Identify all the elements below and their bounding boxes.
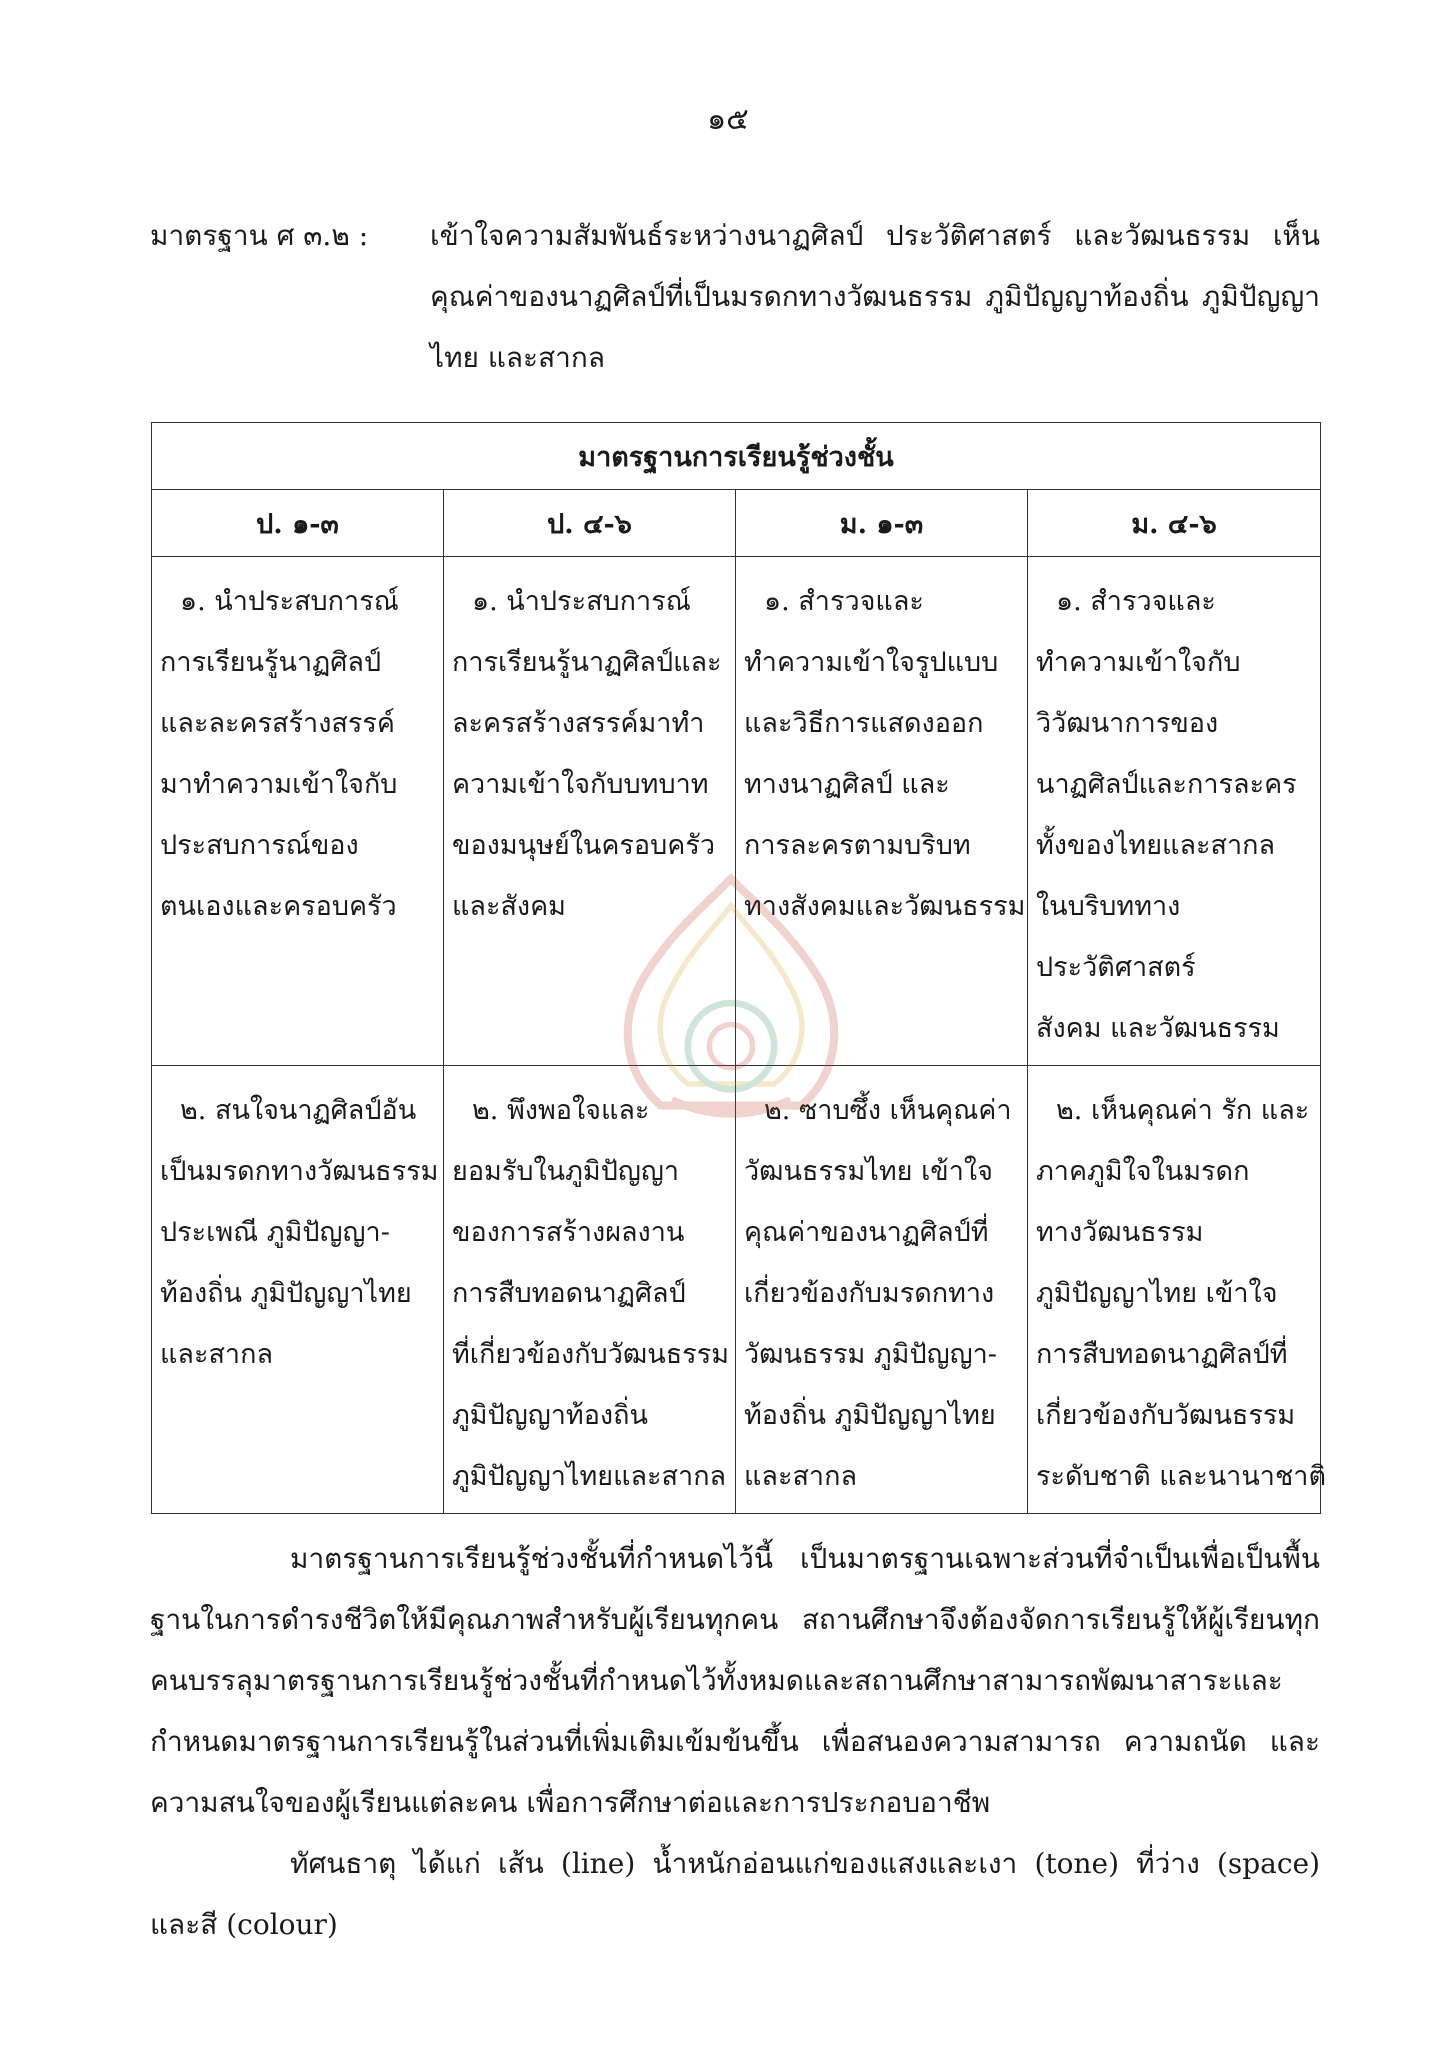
cell-line: การละครตามบริบท [744,830,971,861]
table-cell [152,557,444,1066]
cell-line: ท้องถิ่น ภูมิปัญญาไทย [160,1278,412,1309]
cell-line: ความเข้าใจกับบทบาท [452,769,709,800]
cell-line: ตนเองและครอบครัว [160,891,397,922]
cell-line: การสืบทอดนาฏศิลป์ที่ [1036,1339,1288,1370]
table-cell [736,1066,1028,1514]
cell-line: ที่เกี่ยวข้องกับวัฒนธรรม [452,1339,729,1370]
cell-line: ทางสังคมและวัฒนธรรม [744,891,1026,922]
cell-line: มาทำความเข้าใจกับ [160,769,398,800]
cell-line: ภูมิปัญญาไทย เข้าใจ [1036,1278,1278,1309]
table-cell [736,557,1028,1066]
table-cell [1028,1066,1326,1514]
standard-code: มาตรฐาน ศ ๓.๒ : [150,219,369,252]
table-cell [152,1066,444,1514]
cell-line: ๑. นำประสบการณ์ [472,586,691,617]
cell-line: ๑. สำรวจและ [764,586,924,617]
cell-line: ประสบการณ์ของ [160,830,359,861]
table-title: มาตรฐานการเรียนรู้ช่วงชั้น [152,423,1321,490]
cell-line: ทางวัฒนธรรม [1036,1217,1204,1248]
cell-line: การเรียนรู้นาฏศิลป์และ [452,647,722,678]
cell-line: เป็นมรดกทางวัฒนธรรม [160,1156,439,1187]
cell-line: ภูมิปัญญาท้องถิ่น [452,1400,648,1431]
cell-line: วัฒนธรรม ภูมิปัญญา- [744,1339,997,1370]
cell-line: ในบริบททาง [1036,891,1181,922]
cell-line: และละครสร้างสรรค์ [160,708,395,739]
cell-line: นาฏศิลป์และการละคร [1036,769,1297,800]
column-header: ป. ๔-๖ [444,490,736,557]
standard-heading [150,205,1320,388]
table-cell [444,1066,736,1514]
cell-line: ทำความเข้าใจรูปแบบ [744,647,999,678]
cell-line: ของมนุษย์ในครอบครัว [452,830,716,861]
table-cell [1028,557,1321,1066]
cell-line: ของการสร้างผลงาน [452,1217,685,1248]
cell-line: ประเพณี ภูมิปัญญา- [160,1217,390,1248]
cell-line: ระดับชาติ และนานาชาติ [1036,1461,1326,1492]
cell-line: การสืบทอดนาฏศิลป์ [452,1278,686,1309]
cell-line: ๑. นำประสบการณ์ [180,586,399,617]
body-paragraph: มาตรฐานการเรียนรู้ช่วงชั้นที่กำหนดไว้นี้ เป็นมาตรฐานเฉพาะส่วนที่จำเป็นเพื่อเป็นพื้นฐานในการดำรงชีวิตให้มีคุณภาพสำหรับผู้เรียนทุกคน สถานศึกษาจึงต้องจัดการเรียนรู้ให้ผู้เรียนทุกคนบรรลุมาตรฐานการเรียนรู้ช่วงชั้นที่กำหนดไว้ทั้งหมดและสถานศึกษาสามารถพัฒนาสาระและกำหนดมาตรฐานการเรียนรู้ในส่วนที่เพิ่มเติมเข้มข้นขึ้น เพื่อสนองความสามารถ ความถนัด และความสนใจของผู้เรียนแต่ละคน เพื่อการศึกษาต่อและการประกอบอาชีพ [150,1542,1320,1819]
cell-line: เกี่ยวข้องกับมรดกทาง [744,1278,995,1309]
cell-line: วัฒนธรรมไทย เข้าใจ [744,1156,993,1187]
cell-line: ประวัติศาสตร์ [1036,952,1196,983]
table-cell [444,557,736,1066]
cell-line: ละครสร้างสรรค์มาทำ [452,708,705,739]
cell-line: ภาคภูมิใจในมรดก [1036,1156,1250,1187]
cell-line: ๒. สนใจนาฏศิลป์อัน [180,1095,417,1126]
cell-line: และสากล [744,1461,857,1492]
learning-standards-table [151,422,1326,1514]
cell-line: และสังคม [452,891,566,922]
cell-line: การเรียนรู้นาฏศิลป์ [160,647,382,678]
column-header: ป. ๑-๓ [152,490,444,557]
cell-line: เกี่ยวข้องกับวัฒนธรรม [1036,1400,1296,1431]
cell-line: และสากล [160,1339,273,1370]
body-paragraph: ทัศนธาตุ ได้แก่ เส้น (line) น้ำหนักอ่อนแก่ของแสงและเงา (tone) ที่ว่าง (space) และสี (colour) [150,1847,1320,1941]
table-title-row [152,423,1321,490]
cell-line: ทั้งของไทยและสากล [1036,830,1276,861]
standard-description: เข้าใจความสัมพันธ์ระหว่างนาฏศิลป์ ประวัติศาสตร์ และวัฒนธรรม เห็นคุณค่าของนาฏศิลป์ที่เป็นมรดกทางวัฒนธรรม ภูมิปัญญาท้องถิ่น ภูมิปัญญาไทย และสากล [430,219,1320,374]
cell-line: คุณค่าของนาฏศิลป์ที่ [744,1217,989,1248]
cell-line: ภูมิปัญญาไทยและสากล [452,1461,727,1492]
cell-line: ๒. เห็นคุณค่า รัก และ [1056,1095,1310,1126]
cell-line: ยอมรับในภูมิปัญญา [452,1156,680,1187]
table-row [152,1066,1321,1514]
column-header: ม. ๔-๖ [1028,490,1321,557]
table-header-row [152,490,1321,557]
column-header: ม. ๑-๓ [736,490,1028,557]
cell-line: สังคม และวัฒนธรรม [1036,1013,1280,1044]
cell-line: ทางนาฏศิลป์ และ [744,769,950,800]
cell-line: ๑. สำรวจและ [1056,586,1216,617]
cell-line: ๒. ซาบซึ้ง เห็นคุณค่า [764,1095,1012,1126]
table-row [152,557,1321,1066]
page-number: ๑๕ [707,102,749,137]
cell-line: และวิธีการแสดงออก [744,708,984,739]
cell-line: วิวัฒนาการของ [1036,708,1219,739]
cell-line: ๒. พึงพอใจและ [472,1095,650,1126]
cell-line: ทำความเข้าใจกับ [1036,647,1241,678]
cell-line: ท้องถิ่น ภูมิปัญญาไทย [744,1400,996,1431]
